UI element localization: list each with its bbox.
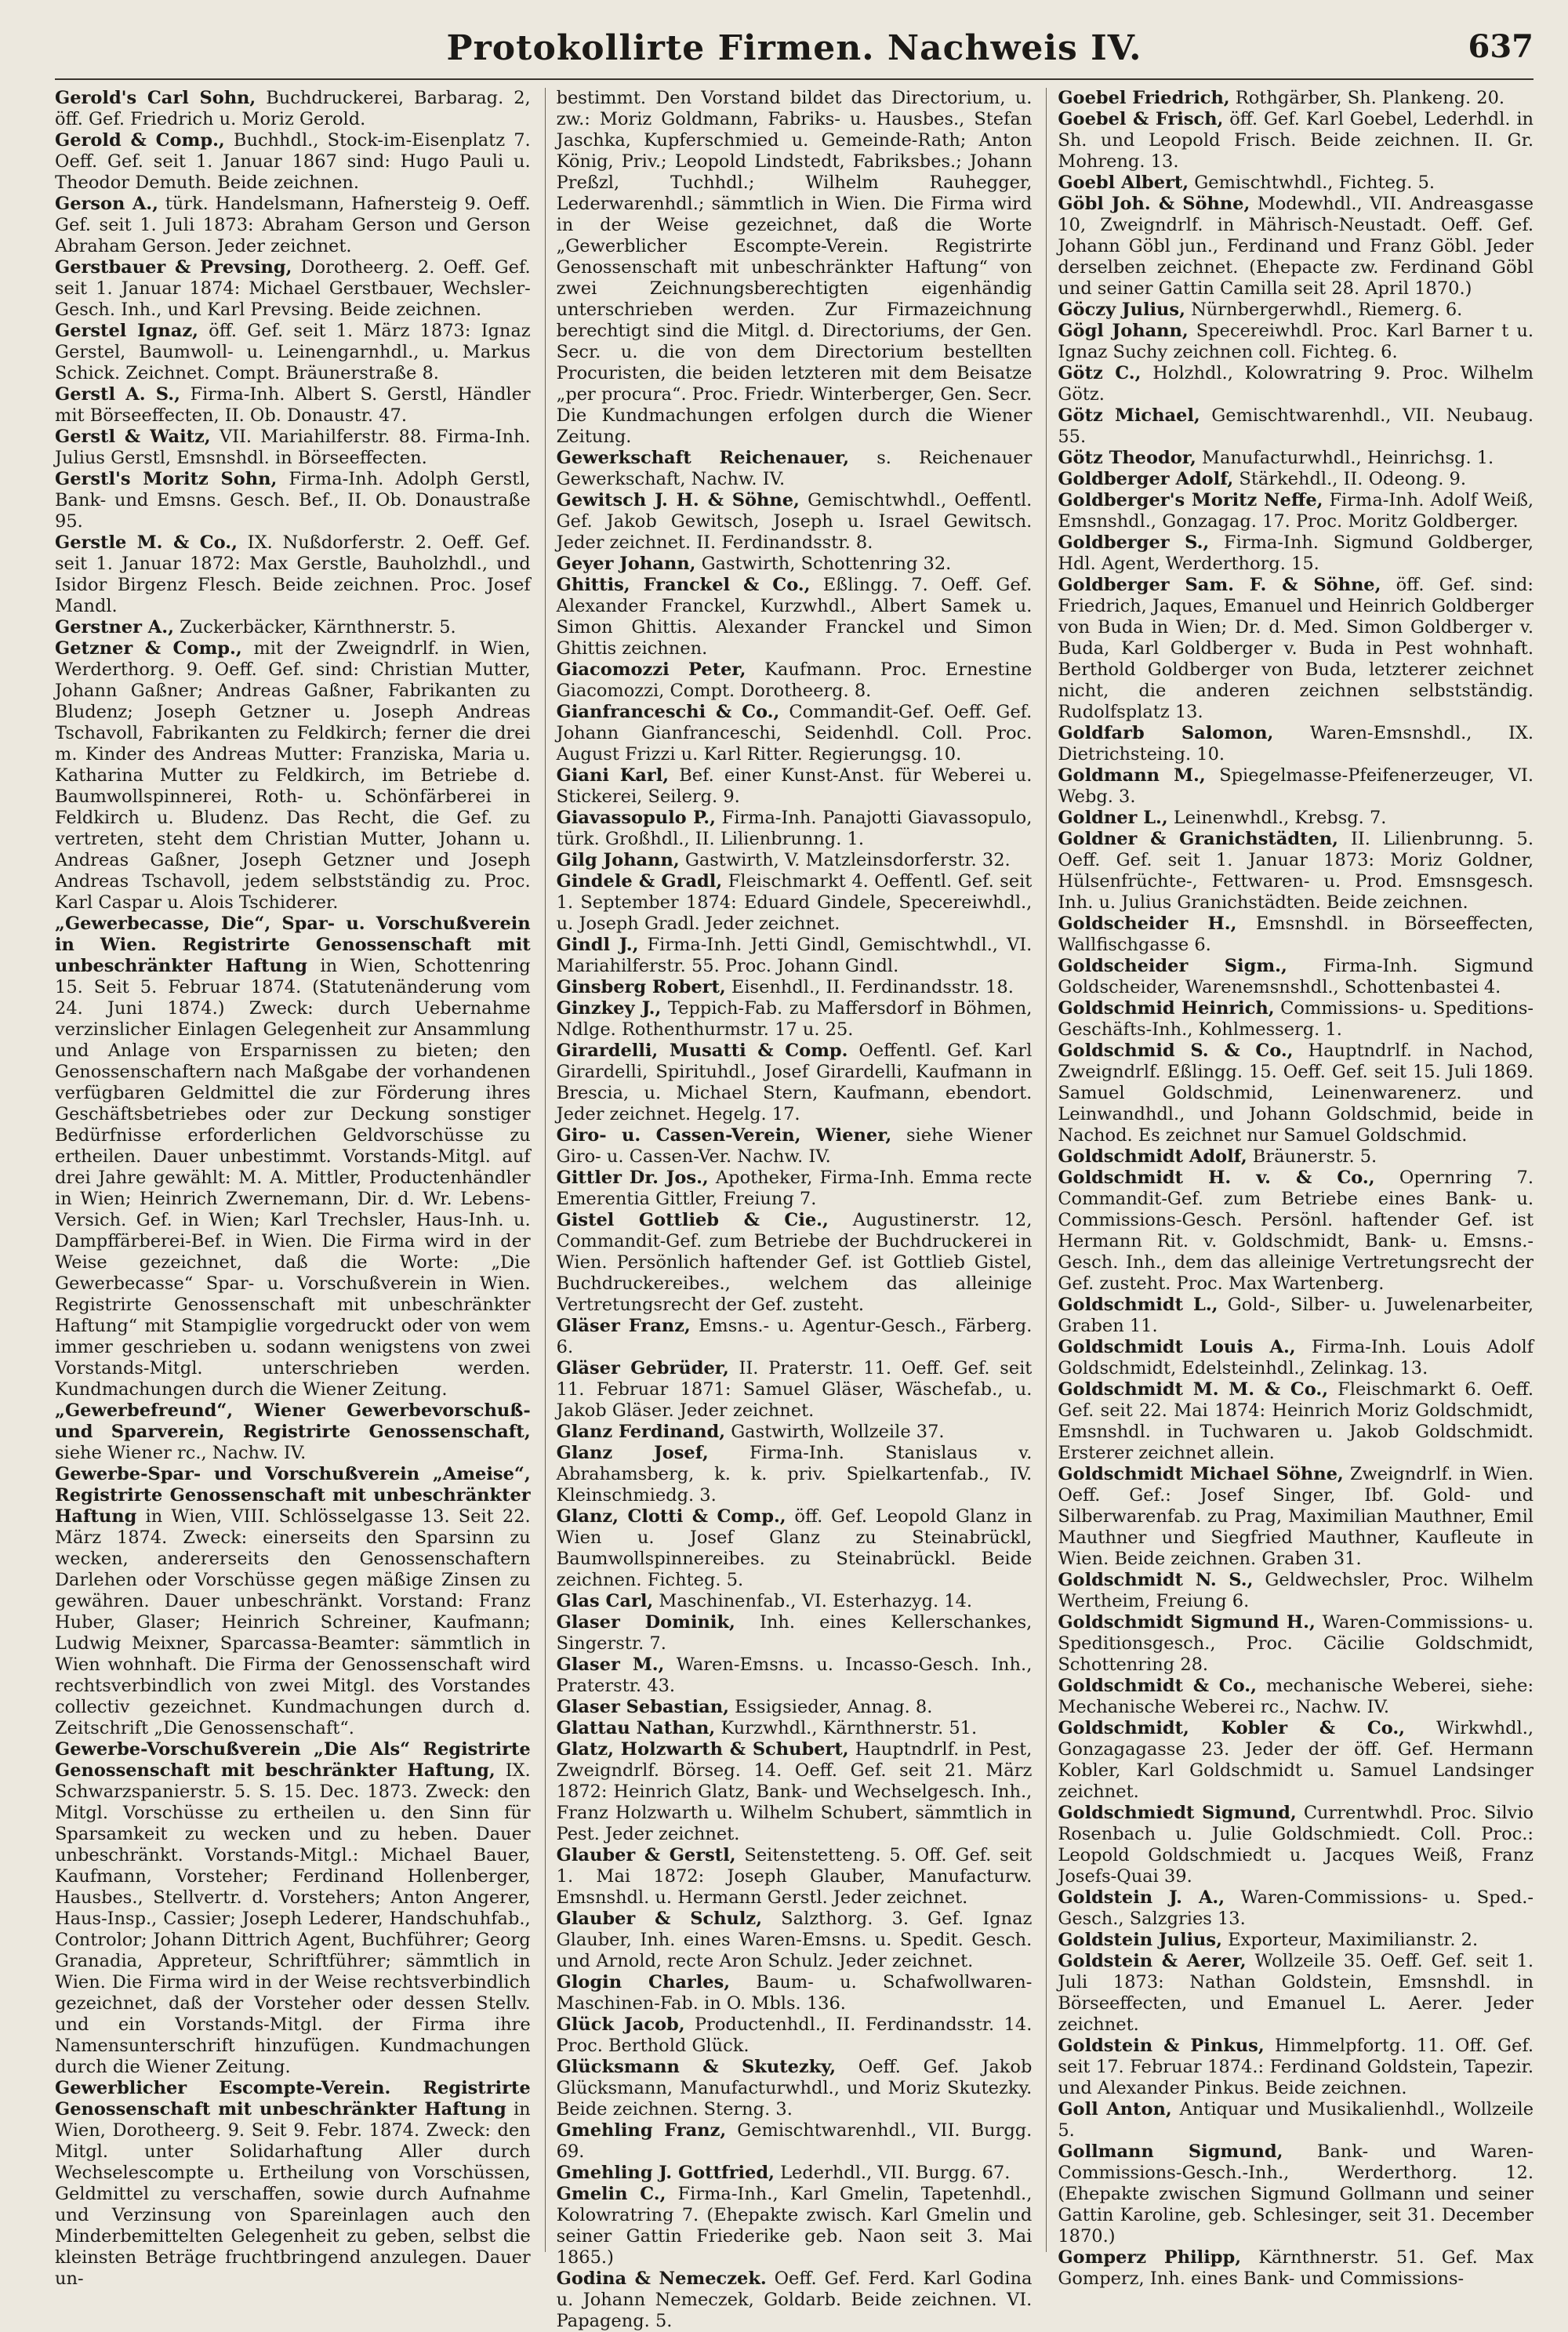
entry-text: IX. Nußdorferstr. 2. Oeff. Gef. seit 1. Januar 1872: Max Gerstle, Bauholzhdl., und Isidor Birgenz Flesch. Beide zeichnen. Proc. Josef Mandl. bbox=[55, 532, 531, 616]
directory-entry bbox=[557, 1845, 1033, 1909]
firm-name: Ghittis, Franckel & Co., bbox=[556, 575, 811, 595]
entry-text: Waren-Emsnshdl., IX. Dietrichsteing. 10. bbox=[1058, 723, 1534, 765]
firm-name: Gollmann Sigmund, bbox=[1058, 2141, 1283, 2162]
firm-name: Gerstle M. & Co., bbox=[55, 532, 238, 553]
firm-name: Gläser Gebrüder, bbox=[556, 1358, 729, 1378]
entry-text: mechanische Weberei, siehe: Mechanische Weberei rc., Nachw. IV. bbox=[1058, 1676, 1534, 1717]
directory-entry bbox=[1058, 1295, 1534, 1337]
firm-name: Goldschmidt Michael Söhne, bbox=[1058, 1464, 1344, 1484]
entry-text: in Wien, Schottenring 15. Seit 5. Februar 1874. (Statutenänderung vom 24. Juni 1874.) Zweck: durch Uebernahme verzinslicher Einlagen Gelegenheit zur Ansammlung und Anlage von Ersparnissen zu bieten; den Genossenschaftern nach Maßgabe der vorhandenen verfügbaren Geldmittel die zur Förderung ihres Geschäftsbetriebes oder zur Deckung sonstiger Bedürfnisse erforderlichen Geldvorschüsse zu ertheilen. Dauer unbestimmt. Vorstands-Mitgl. auf drei Jahre gewählt: M. A. Mittler, Productenhändler in Wien; Heinrich Zwernemann, Dir. d. Wr. Lebens-Versich. Gef. in Wien; Karl Trechsler, Haus-Inh. u. Dampffärberei-Bef. in Wien. Die Firma wird in der Weise gezeichnet, daß die Worte: „Die Gewerbecasse“ Spar- u. Vorschußverein in Wien. Registrirte Genossenschaft mit unbeschränkter Haftung“ mit Stampiglie vorgedruckt oder von wem immer geschrieben u. sodann wenigstens von zwei Vorstands-Mitgl. unterschrieben werden. Kundmachungen durch die Wiener Zeitung. bbox=[55, 956, 531, 1400]
directory-entry bbox=[55, 617, 531, 638]
entry-text: Bef. einer Kunst-Anst. für Weberei u. Stickerei, Seilerg. 9. bbox=[556, 765, 1033, 807]
entry-text: Oeffentl. Gef. Karl Girardelli, Spirituhdl., Josef Girardelli, Kaufmann in Brescia, u. Michael Stern, Kaufmann, ebendort. Jeder zeichnet. Hegelg. 17. bbox=[556, 1041, 1033, 1124]
directory-entry bbox=[557, 1655, 1033, 1697]
firm-name: Gmelin C., bbox=[556, 2184, 666, 2204]
entry-text: Modewhdl., VII. Andreasgasse 10, Zweigndrlf. in Mährisch-Neustadt. Oeff. Gef. Johann Göbl jun., Ferdinand und Franz Göbl. Jeder derselben zeichnet. (Ehepacte zw. Ferdinand Göbl und seiner Gattin Camilla seit 28. April 1870.) bbox=[1058, 194, 1534, 299]
entry-text: Wirkwhdl., Gonzagagasse 23. Jeder der öff. Gef. Hermann Kobler, Karl Goldschmidt u. Samuel Landsinger zeichnet. bbox=[1058, 1718, 1534, 1802]
directory-entry bbox=[1058, 1146, 1534, 1168]
entry-text: Geldwechsler, Proc. Wilhelm Wertheim, Freiung 6. bbox=[1058, 1570, 1534, 1611]
directory-entry bbox=[557, 1718, 1033, 1739]
firm-name: Gewerblicher Escompte-Verein. Registrirte Genossenschaft mit unbeschränkter Haftung bbox=[55, 2078, 531, 2120]
directory-entry bbox=[557, 554, 1033, 575]
entry-text: Waren-Emsns. u. Incasso-Gesch. Inh., Praterstr. 43. bbox=[556, 1655, 1033, 1696]
directory-entry bbox=[557, 1591, 1033, 1612]
entry-text: Kurzwhdl., Kärnthnerstr. 51. bbox=[715, 1718, 978, 1738]
directory-entry bbox=[1058, 1464, 1534, 1570]
entry-text: Buchdruckerei, Barbarag. 2, öff. Gef. Friedrich u. Moriz Gerold. bbox=[55, 88, 531, 129]
entry-text: öff. Gef. Leopold Glanz in Wien u. Josef Glanz zu Steinabrückl, Baumwollspinnereibes. zu Steinabrückl. Beide zeichnen. Fichteg. 5. bbox=[556, 1506, 1033, 1590]
firm-name: Goebel Friedrich, bbox=[1058, 88, 1230, 108]
directory-entry bbox=[55, 2078, 531, 2290]
entry-text: Wollzeile 35. Oeff. Gef. seit 1. Juli 1873: Nathan Goldstein, Emsnshdl. in Börseeffecten, und Emanuel L. Aerer. Jeder zeichnet. bbox=[1058, 1951, 1534, 2035]
firm-name: Giacomozzi Peter, bbox=[556, 659, 746, 680]
firm-name: Gittler Dr. Jos., bbox=[556, 1168, 709, 1188]
entry-text: Currentwhdl. Proc. Silvio Rosenbach u. Julie Goldschmiedt. Coll. Proc.: Leopold Goldschmiedt u. Jacques Weiß, Franz Josefs-Quai 39. bbox=[1058, 1803, 1534, 1887]
entry-text: Hauptndrlf. in Nachod, Zweigndrlf. Eßlingg. 15. Oeff. Gef. seit 15. Juli 1869. Samuel Goldschmid, Leinenwarenerz. und Leinwandhdl., und Johann Goldschmid, beide in Nachod. Es zeichnet nur Samuel Goldschmid. bbox=[1058, 1041, 1534, 1146]
firm-name: Goldner & Granichstädten, bbox=[1058, 829, 1338, 849]
entry-text: Emsnshdl. in Börseeffecten, Wallfischgasse 6. bbox=[1058, 914, 1534, 955]
firm-name: Goldschmiedt Sigmund, bbox=[1058, 1803, 1297, 1823]
directory-entry bbox=[1058, 1887, 1534, 1930]
entry-text: Opernring 7. Commandit-Gef. zum Betriebe eines Bank- u. Commissions-Gesch. Persönl. haftender Gef. ist Hermann Rit. v. Goldschmidt, Bank- u. Emsns.-Gesch. Inh., dem das alleinige Vertretungsrecht der Gef. zusteht. Proc. Max Wartenberg. bbox=[1058, 1168, 1534, 1294]
directory-entry bbox=[1058, 765, 1534, 808]
entry-text: Maschinenfab., VI. Esterhazyg. 14. bbox=[653, 1591, 973, 1611]
entry-text: Spiegelmasse-Pfeifenerzeuger, VI. Webg. 3. bbox=[1058, 765, 1534, 807]
firm-name: Goldstein J. A., bbox=[1058, 1887, 1225, 1908]
entry-text: Rothgärber, Sh. Plankeng. 20. bbox=[1229, 88, 1505, 108]
directory-entry bbox=[557, 88, 1033, 448]
directory-columns bbox=[55, 88, 1534, 2331]
directory-entry bbox=[557, 1168, 1033, 1210]
firm-name: Gmehling Franz, bbox=[556, 2120, 727, 2141]
entry-text: Antiquar und Musikalienhdl., Wollzeile 5. bbox=[1058, 2099, 1534, 2141]
directory-entry bbox=[1058, 363, 1534, 405]
entry-text: s. Reichenauer Gewerkschaft, Nachw. IV. bbox=[556, 448, 1033, 489]
directory-entry bbox=[557, 2184, 1033, 2268]
directory-entry bbox=[55, 88, 531, 130]
column-left bbox=[55, 88, 531, 2289]
firm-name: Gistel Gottlieb & Cie., bbox=[556, 1210, 829, 1230]
firm-name: Glaser Dominik, bbox=[556, 1612, 735, 1633]
directory-entry bbox=[55, 130, 531, 194]
firm-name: Götz C., bbox=[1058, 363, 1142, 383]
firm-name: Glas Carl, bbox=[556, 1591, 654, 1611]
directory-entry bbox=[557, 1972, 1033, 2014]
entry-text: Firma-Inh., Karl Gmelin, Tapetenhdl., Kolowratring 7. (Ehepakte zwisch. Karl Gmelin und seiner Gattin Friederike geb. Naon seit 3. Mai 1865.) bbox=[556, 2184, 1033, 2268]
entry-text: türk. Handelsmann, Hafnersteig 9. Oeff. Gef. seit 1. Juli 1873: Abraham Gerson und Gerson Abraham Gerson. Jeder zeichnet. bbox=[55, 194, 531, 256]
entry-text: Waren-Commissions- u. Sped.-Gesch., Salzgries 13. bbox=[1058, 1887, 1534, 1929]
entry-text: Bank- und Waren-Commissions-Gesch.-Inh., Werderthorg. 12. (Ehepakte zwischen Sigmund Gollmann und seiner Gattin Karoline, geb. Schlesinger, seit 31. December 1870.) bbox=[1058, 2141, 1534, 2247]
entry-text: Fleischmarkt 6. Oeff. Gef. seit 22. Mai 1874: Heinrich Moriz Goldschmidt, Emsnshdl. in Tuchwaren u. Jakob Goldschmidt. Ersterer zeichnet allein. bbox=[1058, 1379, 1534, 1463]
directory-entry bbox=[1058, 1337, 1534, 1379]
firm-name: Glück Jacob, bbox=[556, 2014, 685, 2035]
directory-entry bbox=[1058, 405, 1534, 448]
directory-entry bbox=[1058, 2036, 1534, 2099]
entry-text: Bräunerstr. 5. bbox=[1247, 1146, 1377, 1167]
firm-name: Götz Michael, bbox=[1058, 405, 1200, 426]
directory-entry bbox=[557, 659, 1033, 702]
firm-name: Gilg Johann, bbox=[556, 850, 680, 870]
directory-entry bbox=[55, 532, 531, 617]
directory-entry bbox=[1058, 1570, 1534, 1612]
directory-entry bbox=[55, 194, 531, 257]
directory-entry bbox=[1058, 1803, 1534, 1887]
page-title: Protokollirte Firmen. Nachweis IV. bbox=[446, 28, 1142, 68]
directory-entry bbox=[1058, 1612, 1534, 1676]
entry-text: in Wien, Dorotheerg. 9. Seit 9. Febr. 1874. Zweck: den Mitgl. unter Solidarhaftung Aller durch Wechselescompte u. Ertheilung von Vorschüssen, Geldmittel zu verschaffen, sowie durch Aufnahme und Verzinsung von Spareinlagen auch den Minderbemittelten Gelegenheit zu geben, selbst die kleinsten Beträge fruchtbringend anzulegen. Dauer un- bbox=[55, 2099, 531, 2289]
directory-entry bbox=[557, 2163, 1033, 2184]
firm-name: Gerstel Ignaz, bbox=[55, 321, 198, 341]
directory-entry bbox=[1058, 575, 1534, 723]
directory-entry bbox=[1058, 914, 1534, 956]
entry-text: Zuckerbäcker, Kärnthnerstr. 5. bbox=[173, 617, 456, 637]
firm-name: Gerstl A. S., bbox=[55, 384, 180, 405]
directory-entry bbox=[55, 1464, 531, 1739]
firm-name: Glauber & Gerstl, bbox=[556, 1845, 736, 1865]
directory-entry bbox=[1058, 2247, 1534, 2290]
firm-name: Goldner L., bbox=[1058, 808, 1168, 828]
directory-entry bbox=[557, 1909, 1033, 1972]
directory-entry bbox=[1058, 300, 1534, 321]
firm-name: Glogin Charles, bbox=[556, 1972, 731, 1992]
directory-entry bbox=[1058, 1041, 1534, 1146]
firm-name: Göczy Julius, bbox=[1058, 300, 1185, 320]
directory-entry bbox=[557, 702, 1033, 765]
entry-text: bestimmt. Den Vorstand bildet das Directorium, u. zw.: Moriz Goldmann, Fabriks- u. Hausbes., Stefan Jaschka, Kupferschmied u. Gemeinde-Rath; Anton König, Priv.; Leopold Lindstedt, Fabriksbes.; Johann Preßzl, Tuchhdl.; Wilhelm Rauhegger, Lederwarenhdl.; sämmtlich in Wien. Die Firma wird in der Weise gezeichnet, daß die Worte „Gewerblicher Escompte-Verein. Registrirte Genossenschaft mit unbeschränkter Haftung“ von zwei Zeichnungsberechtigten eigenhändig unterschrieben werden. Zur Firmazeichnung berechtigt sind die Mitgl. d. Directoriums, der Gen. Secr. u. die von dem Directorium bestellten Procuristen, die beiden letzteren mit dem Beisatze „per procura“. Proc. Friedr. Winterberger, Gen. Secr. Die Kundmachungen erfolgen durch die Wiener Zeitung. bbox=[556, 88, 1033, 447]
entry-text: Eßlingg. 7. Oeff. Gef. Alexander Franckel, Kurzwhdl., Albert Samek u. Simon Ghittis. Alexander Franckel und Simon Ghittis zeichnen. bbox=[556, 575, 1033, 659]
directory-entry bbox=[1058, 321, 1534, 363]
entry-text: Firma-Inh. Sigmund Goldscheider, Warenemsnshdl., Schottenbastei 4. bbox=[1058, 956, 1534, 997]
directory-entry bbox=[1058, 1718, 1534, 1803]
directory-entry bbox=[557, 490, 1033, 554]
page-header bbox=[55, 25, 1534, 80]
firm-name: Glanz Ferdinand, bbox=[556, 1422, 726, 1442]
entry-text: Firma-Inh. Panajotti Giavassopulo, türk. Großhdl., II. Lilienbrunng. 1. bbox=[556, 808, 1033, 849]
entry-text: siehe Wiener Giro- u. Cassen-Ver. Nachw. IV. bbox=[556, 1125, 1033, 1167]
directory-entry bbox=[55, 1400, 531, 1464]
entry-text: Firma-Inh. Louis Adolf Goldschmidt, Edelsteinhdl., Zelinkag. 13. bbox=[1058, 1337, 1534, 1378]
entry-text: Dorotheerg. 2. Oeff. Gef. seit 1. Januar 1874: Michael Gerstbauer, Wechsler-Gesch. Inh., und Karl Prevsing. Beide zeichnen. bbox=[55, 257, 531, 320]
firm-name: Goll Anton, bbox=[1058, 2099, 1172, 2120]
entry-text: Kärnthnerstr. 51. Gef. Max Gomperz, Inh. eines Bank- und Commissions- bbox=[1058, 2247, 1534, 2289]
firm-name: Gomperz Philipp, bbox=[1058, 2247, 1242, 2268]
firm-name: Gerstl's Moritz Sohn, bbox=[55, 469, 278, 489]
directory-entry bbox=[557, 1697, 1033, 1718]
firm-name: Gewerbe-Vorschußverein „Die Als“ Registrirte Genossenschaft mit beschränkter Haftung, bbox=[55, 1739, 531, 1781]
entry-text: Teppich-Fab. zu Maffersdorf in Böhmen, Ndlge. Rothenthurmstr. 17 u. 25. bbox=[556, 998, 1033, 1040]
directory-entry bbox=[557, 1422, 1033, 1443]
entry-text: Exporteur, Maximilianstr. 2. bbox=[1221, 1930, 1479, 1950]
firm-name: Getzner & Comp., bbox=[55, 638, 242, 659]
firm-name: Gewerbe-Spar- und Vorschußverein „Ameise“, Registrirte Genossenschaft mit unbeschränkter Haftung bbox=[55, 1464, 531, 1527]
firm-name: Goldschmidt H. v. & Co., bbox=[1058, 1168, 1375, 1188]
entry-text: Inh. eines Kellerschankes, Singerstr. 7. bbox=[556, 1612, 1033, 1654]
firm-name: Glücksmann & Skutezky, bbox=[556, 2057, 837, 2077]
entry-text: Buchhdl., Stock-im-Eisenplatz 7. Oeff. Gef. seit 1. Januar 1867 sind: Hugo Pauli u. Theodor Demuth. Beide zeichnen. bbox=[55, 130, 531, 193]
entry-text: Zweigndrlf. in Wien. Oeff. Gef.: Josef Singer, Ibf. Gold- und Silberwarenfab. zu Prag, Maximilian Mauthner, Emil Mauthner und Siegfried Mauthner, Kaufleute in Wien. Beide zeichnen. Graben 31. bbox=[1058, 1464, 1534, 1569]
firm-name: Göbl Joh. & Söhne, bbox=[1058, 194, 1250, 214]
firm-name: Goldmann M., bbox=[1058, 765, 1206, 786]
directory-entry bbox=[1058, 532, 1534, 575]
directory-entry bbox=[55, 638, 531, 914]
entry-text: Apotheker, Firma-Inh. Emma recte Emerentia Gittler, Freiung 7. bbox=[556, 1168, 1033, 1209]
directory-entry bbox=[55, 427, 531, 469]
entry-text: Holzhdl., Kolowratring 9. Proc. Wilhelm Götz. bbox=[1058, 363, 1534, 405]
directory-entry bbox=[1058, 2141, 1534, 2247]
entry-text: Gemischtwarenhdl., VII. Neubaug. 55. bbox=[1058, 405, 1534, 447]
entry-text: Oeff. Gef. Jakob Glücksmann, Manufacturwhdl., und Moriz Skutezky. Beide zeichnen. Sterng. 3. bbox=[556, 2057, 1033, 2120]
entry-text: Fleischmarkt 4. Oeffentl. Gef. seit 1. September 1874: Eduard Gindele, Specereiwhdl., u. Joseph Gradl. Jeder zeichnet. bbox=[556, 871, 1033, 934]
entry-text: Emsns.- u. Agentur-Gesch., Färberg. 6. bbox=[556, 1316, 1033, 1357]
firm-name: Ginsberg Robert, bbox=[556, 977, 726, 997]
directory-entry bbox=[557, 2014, 1033, 2057]
entry-text: Stärkehdl., II. Odeong. 9. bbox=[1233, 469, 1466, 489]
directory-entry bbox=[557, 850, 1033, 871]
firm-name: Giani Karl, bbox=[556, 765, 670, 786]
entry-text: Leinenwhdl., Krebsg. 7. bbox=[1167, 808, 1387, 828]
firm-name: Goldscheider H., bbox=[1058, 914, 1237, 934]
directory-entry bbox=[557, 1739, 1033, 1845]
entry-text: Gastwirth, Wollzeile 37. bbox=[725, 1422, 945, 1442]
directory-entry bbox=[557, 1041, 1033, 1125]
entry-text: Firma-Inh. Adolph Gerstl, Bank- und Emsns. Gesch. Bef., II. Ob. Donaustraße 95. bbox=[55, 469, 531, 532]
entry-text: Commandit-Gef. Oeff. Gef. Johann Gianfranceschi, Seidenhdl. Coll. Proc. August Frizzi u. Karl Ritter. Regierungsg. 10. bbox=[556, 702, 1033, 765]
firm-name: „Gewerbefreund“, Wiener Gewerbevorschuß- und Sparverein, Registrirte Genossenschaft, bbox=[55, 1400, 531, 1442]
directory-entry bbox=[1058, 1951, 1534, 2036]
firm-name: Girardelli, Musatti & Comp. bbox=[556, 1041, 848, 1061]
firm-name: Geyer Johann, bbox=[556, 554, 696, 574]
firm-name: Gerold's Carl Sohn, bbox=[55, 88, 256, 108]
firm-name: Gindele & Gradl, bbox=[556, 871, 723, 892]
firm-name: Gewitsch J. H. & Söhne, bbox=[556, 490, 800, 510]
entry-text: Gemischtwarenhdl., VII. Burgg. 69. bbox=[556, 2120, 1033, 2162]
firm-name: Götz Theodor, bbox=[1058, 448, 1196, 468]
directory-entry bbox=[1058, 1676, 1534, 1718]
firm-name: Goldschmidt N. S., bbox=[1058, 1570, 1254, 1590]
entry-text: Firma-Inh. Albert S. Gerstl, Händler mit Börseeffecten, II. Ob. Donaustr. 47. bbox=[55, 384, 531, 426]
firm-name: Glattau Nathan, bbox=[556, 1718, 716, 1738]
firm-name: Goldberger Adolf, bbox=[1058, 469, 1234, 489]
entry-text: Hauptndrlf. in Pest, Zweigndrlf. Börseg. 14. Oeff. Gef. seit 21. März 1872: Heinrich Glatz, Bank- und Wechselgesch. Inh., Franz Holzwarth u. Wilhelm Schubert, sämmtlich in Pest. Jeder zeichnet. bbox=[556, 1739, 1033, 1844]
entry-text: Manufacturwhdl., Heinrichsg. 1. bbox=[1196, 448, 1494, 468]
directory-entry bbox=[1058, 109, 1534, 173]
entry-text: II. Praterstr. 11. Oeff. Gef. seit 11. Februar 1871: Samuel Gläser, Wäschefab., u. Jakob Gläser. Jeder zeichnet. bbox=[556, 1358, 1033, 1421]
directory-entry bbox=[1058, 490, 1534, 532]
entry-text: Gemischtwhdl., Fichteg. 5. bbox=[1189, 173, 1436, 193]
firm-name: Glatz, Holzwarth & Schubert, bbox=[556, 1739, 849, 1760]
directory-entry bbox=[55, 257, 531, 321]
entry-text: Gold-, Silber- u. Juwelenarbeiter, Graben 11. bbox=[1058, 1295, 1534, 1336]
entry-text: Firma-Inh. Jetti Gindl, Gemischtwhdl., VI. Mariahilferstr. 55. Proc. Johann Gindl. bbox=[556, 935, 1033, 976]
firm-name: Goldschmidt Adolf, bbox=[1058, 1146, 1247, 1167]
directory-entry bbox=[557, 871, 1033, 935]
firm-name: Goldschmidt Louis A., bbox=[1058, 1337, 1296, 1357]
entry-text: Firma-Inh. Sigmund Goldberger, Hdl. Agent, Werderthorg. 15. bbox=[1058, 532, 1534, 574]
firm-name: Gewerkschaft Reichenauer, bbox=[556, 448, 850, 468]
entry-text: Seitenstetteng. 5. Off. Gef. seit 1. Mai 1872: Joseph Glauber, Manufacturw. Emsnshdl. u. Hermann Gerstl. Jeder zeichnet. bbox=[556, 1845, 1033, 1908]
firm-name: Giavassopulo P., bbox=[556, 808, 716, 828]
directory-entry bbox=[1058, 808, 1534, 829]
directory-entry bbox=[55, 914, 531, 1400]
entry-text: mit der Zweigndrlf. in Wien, Werderthorg. 9. Oeff. Gef. sind: Christian Mutter, Johann Gaßner; Andreas Gaßner, Fabrikanten zu Bludenz; Joseph Getzner u. Joseph Andreas Tschavoll, Fabrikanten zu Feldkirch; ferner die drei m. Kinder des Andreas Mutter: Franziska, Maria u. Katharina Mutter zu Feldkirch, im Betriebe d. Baumwollspinnerei, Roth- u. Schönfärberei in Feldkirch u. Bludenz. Das Recht, die Gef. zu vertreten, steht dem Christian Mutter, Johann u. Andreas Gaßner, Joseph Getzner und Joseph Andreas Tschavoll, jedem selbstständig zu. Proc. Karl Caspar u. Alois Tschiderer. bbox=[55, 638, 531, 913]
entry-text: Waren-Commissions- u. Speditionsgesch., Proc. Cäcilie Goldschmidt, Schottenring 28. bbox=[1058, 1612, 1534, 1675]
firm-name: Glaser Sebastian, bbox=[556, 1697, 729, 1717]
firm-name: Gianfranceschi & Co., bbox=[556, 702, 780, 722]
firm-name: Goldfarb Salomon, bbox=[1058, 723, 1274, 743]
entry-text: in Wien, VIII. Schlösselgasse 13. Seit 22. März 1874. Zweck: einerseits den Sparsinn zu wecken, andererseits den Genossenschaftern Darlehen oder Vorschüsse gegen mäßige Zinsen zu gewähren. Dauer unbeschränkt. Vorstand: Franz Huber, Glaser; Heinrich Schreiner, Kaufmann; Ludwig Meixner, Sparcassa-Beamter: sämmtlich in Wien wohnhaft. Die Firma der Genossenschaft wird rechtsverbindlich von zwei Mitgl. des Vorstandes collectiv gezeichnet. Kundmachungen durch d. Zeitschrift „Die Genossenschaft“. bbox=[55, 1506, 531, 1738]
entry-text: Productenhdl., II. Ferdinandsstr. 14. Proc. Berthold Glück. bbox=[556, 2014, 1033, 2056]
directory-entry bbox=[1058, 469, 1534, 490]
directory-entry bbox=[1058, 829, 1534, 914]
entry-text: Himmelpfortg. 11. Off. Gef. seit 17. Februar 1874.: Ferdinand Goldstein, Tapezir. und Alexander Pinkus. Beide zeichnen. bbox=[1058, 2036, 1534, 2098]
entry-text: Gastwirth, Schottenring 32. bbox=[695, 554, 952, 574]
entry-text: Gemischtwhdl., Oeffentl. Gef. Jakob Gewitsch, Joseph u. Israel Gewitsch. Jeder zeichnet. II. Ferdinandsstr. 8. bbox=[556, 490, 1033, 553]
firm-name: Goldstein & Pinkus, bbox=[1058, 2036, 1265, 2056]
entry-text: Lederhdl., VII. Burgg. 67. bbox=[774, 2163, 1011, 2183]
entry-text: siehe Wiener rc., Nachw. IV. bbox=[55, 1443, 307, 1463]
directory-entry bbox=[557, 935, 1033, 977]
firm-name: Glanz, Clotti & Comp., bbox=[556, 1506, 786, 1527]
firm-name: Gerold & Comp., bbox=[55, 130, 225, 151]
firm-name: Goldberger's Moritz Neffe, bbox=[1058, 490, 1323, 510]
firm-name: Godina & Nemeczek. bbox=[556, 2268, 767, 2289]
directory-entry bbox=[557, 2268, 1033, 2332]
entry-text: Augustinerstr. 12, Commandit-Gef. zum Betriebe der Buchdruckerei in Wien. Persönlich haftender Gef. ist Gottlieb Gistel, Buchdruckereibes., welchem das alleinige Vertretungsrecht der Gef. zusteht. bbox=[556, 1210, 1033, 1315]
directory-entry bbox=[557, 1443, 1033, 1506]
directory-entry bbox=[557, 765, 1033, 808]
entry-text: IX. Schwarzspanierstr. 5. S. 15. Dec. 1873. Zweck: den Mitgl. Vorschüsse zu ertheilen u. den Sinn für Sparsamkeit zu wecken und zu heben. Dauer unbeschränkt. Vorstands-Mitgl.: Michael Bauer, Kaufmann, Vorsteher; Ferdinand Hollenberger, Hausbes., Stellvertr. d. Vorstehers; Anton Angerer, Haus-Insp., Cassier; Joseph Lederer, Handschuhfab., Controlor; Johann Dittrich Agent, Buchführer; Georg Granadia, Appreteur, Schriftführer; sämmtlich in Wien. Die Firma wird in der Weise rechtsverbindlich gezeichnet, daß der Vorsteher oder dessen Stellv. und ein Vorstands-Mitgl. der Firma ihre Namensunterschrift hinzufügen. Kundmachungen durch die Wiener Zeitung. bbox=[55, 1760, 531, 2077]
entry-text: Essigsieder, Annag. 8. bbox=[728, 1697, 933, 1717]
directory-entry bbox=[557, 1612, 1033, 1655]
entry-text: Gastwirth, V. Matzleinsdorferstr. 32. bbox=[679, 850, 1011, 870]
column-middle bbox=[545, 88, 1033, 2331]
firm-name: Goldberger Sam. F. & Söhne, bbox=[1058, 575, 1381, 595]
firm-name: Goldscheider Sigm., bbox=[1058, 956, 1287, 976]
directory-entry bbox=[55, 384, 531, 427]
firm-name: Gmehling J. Gottfried, bbox=[556, 2163, 775, 2183]
entry-text: Firma-Inh. Stanislaus v. Abrahamsberg, k. k. priv. Spielkartenfab., IV. Kleinschmiedg. 3. bbox=[556, 1443, 1033, 1506]
firm-name: Glanz Josef, bbox=[556, 1443, 709, 1463]
directory-entry bbox=[557, 1506, 1033, 1591]
firm-name: Goldschmid Heinrich, bbox=[1058, 998, 1275, 1019]
directory-entry bbox=[1058, 998, 1534, 1041]
directory-entry bbox=[1058, 1379, 1534, 1464]
firm-name: Glaser M., bbox=[556, 1655, 665, 1675]
directory-entry bbox=[1058, 88, 1534, 109]
directory-entry bbox=[1058, 723, 1534, 765]
firm-name: Goldschmidt, Kobler & Co., bbox=[1058, 1718, 1406, 1738]
directory-entry bbox=[1058, 194, 1534, 300]
firm-name: Goebel & Frisch, bbox=[1058, 109, 1224, 129]
directory-entry bbox=[1058, 2099, 1534, 2141]
entry-text: II. Lilienbrunng. 5. Oeff. Gef. seit 1. Januar 1873: Moriz Goldner, Hülsenfrüchte-, Fettwaren- u. Prod. Emsnsgesch. Inh. u. Julius Granichstädten. Beide zeichnen. bbox=[1058, 829, 1534, 913]
entry-text: VII. Mariahilferstr. 88. Firma-Inh. Julius Gerstl, Emsnshdl. in Börseeffecten. bbox=[55, 427, 531, 468]
directory-entry bbox=[557, 448, 1033, 490]
directory-entry bbox=[557, 1316, 1033, 1358]
firm-name: Glauber & Schulz, bbox=[556, 1909, 763, 1929]
directory-entry bbox=[557, 1210, 1033, 1316]
firm-name: Ginzkey J., bbox=[556, 998, 662, 1019]
entry-text: öff. Gef. Karl Goebel, Lederhdl. in Sh. und Leopold Frisch. Beide zeichnen. II. Gr. Mohreng. 13. bbox=[1058, 109, 1534, 172]
firm-name: Gerson A., bbox=[55, 194, 158, 214]
firm-name: Gindl J., bbox=[556, 935, 639, 955]
firm-name: Goldschmidt L., bbox=[1058, 1295, 1218, 1315]
directory-entry bbox=[1058, 1168, 1534, 1295]
directory-entry bbox=[55, 469, 531, 532]
directory-entry bbox=[557, 998, 1033, 1041]
entry-text: Baum- u. Schafwollwaren-Maschinen-Fab. in O. Mbls. 136. bbox=[556, 1972, 1033, 2014]
page-number: 637 bbox=[1468, 28, 1534, 65]
firm-name: Gläser Franz, bbox=[556, 1316, 691, 1336]
directory-entry bbox=[557, 808, 1033, 850]
entry-text: Nürnbergerwhdl., Riemerg. 6. bbox=[1185, 300, 1463, 320]
entry-text: öff. Gef. sind: Friedrich, Jaques, Emanuel und Heinrich Goldberger von Buda in Wien; Dr. d. Med. Simon Goldberger v. Buda, Karl Goldberger v. Buda in Pest wohnhaft. Berthold Goldberger von Buda, letzterer zeichnet nicht, die anderen zeichnen selbstständig. Rudolfsplatz 13. bbox=[1058, 575, 1534, 722]
directory-entry bbox=[1058, 956, 1534, 998]
directory-entry bbox=[557, 1125, 1033, 1168]
directory-entry bbox=[557, 1358, 1033, 1422]
column-right bbox=[1046, 88, 1534, 2289]
firm-name: „Gewerbecasse, Die“, Spar- u. Vorschußverein in Wien. Registrirte Genossenschaft mit unbeschränkter Haftung bbox=[55, 914, 531, 976]
firm-name: Goebl Albert, bbox=[1058, 173, 1189, 193]
firm-name: Gerstbauer & Prevsing, bbox=[55, 257, 292, 278]
entry-text: Salzthorg. 3. Gef. Ignaz Glauber, Inh. eines Waren-Emsns. u. Spedit. Gesch. und Arnold, recte Aron Schulz. Jeder zeichnet. bbox=[556, 1909, 1033, 1971]
firm-name: Goldschmidt M. M. & Co., bbox=[1058, 1379, 1329, 1400]
firm-name: Goldschmidt & Co., bbox=[1058, 1676, 1257, 1696]
firm-name: Gögl Johann, bbox=[1058, 321, 1189, 341]
firm-name: Goldstein Julius, bbox=[1058, 1930, 1222, 1950]
directory-entry bbox=[557, 2057, 1033, 2120]
directory-entry bbox=[55, 321, 531, 384]
firm-name: Goldschmidt Sigmund H., bbox=[1058, 1612, 1316, 1633]
firm-name: Goldberger S., bbox=[1058, 532, 1210, 553]
entry-text: Eisenhdl., II. Ferdinandsstr. 18. bbox=[725, 977, 1014, 997]
directory-entry bbox=[557, 575, 1033, 659]
firm-name: Goldschmid S. & Co., bbox=[1058, 1041, 1294, 1061]
directory-entry bbox=[1058, 173, 1534, 194]
entry-text: Oeff. Gef. Ferd. Karl Godina u. Johann Nemeczek, Goldarb. Beide zeichnen. VI. Papageng. 5. bbox=[556, 2268, 1033, 2331]
firm-name: Gerstner A., bbox=[55, 617, 174, 637]
directory-entry bbox=[1058, 448, 1534, 469]
directory-entry bbox=[557, 2120, 1033, 2163]
entry-text: Firma-Inh. Adolf Weiß, Emsnshdl., Gonzagag. 17. Proc. Moritz Goldberger. bbox=[1058, 490, 1534, 532]
entry-text: Commissions- u. Speditions-Geschäfts-Inh., Kohlmesserg. 1. bbox=[1058, 998, 1534, 1040]
directory-entry bbox=[1058, 1930, 1534, 1951]
firm-name: Giro- u. Cassen-Verein, Wiener, bbox=[556, 1125, 892, 1146]
directory-entry bbox=[557, 977, 1033, 998]
directory-entry bbox=[55, 1739, 531, 2078]
entry-text: Specereiwhdl. Proc. Karl Barner t u. Ignaz Suchy zeichnen coll. Fichteg. 6. bbox=[1058, 321, 1534, 362]
firm-name: Gerstl & Waitz, bbox=[55, 427, 211, 447]
entry-text: Kaufmann. Proc. Ernestine Giacomozzi, Compt. Dorotheerg. 8. bbox=[556, 659, 1033, 701]
firm-name: Goldstein & Aerer, bbox=[1058, 1951, 1247, 1971]
entry-text: öff. Gef. seit 1. März 1873: Ignaz Gerstel, Baumwoll- u. Leinengarnhdl., u. Markus Schick. Zeichnet. Compt. Bräunerstraße 8. bbox=[55, 321, 531, 383]
